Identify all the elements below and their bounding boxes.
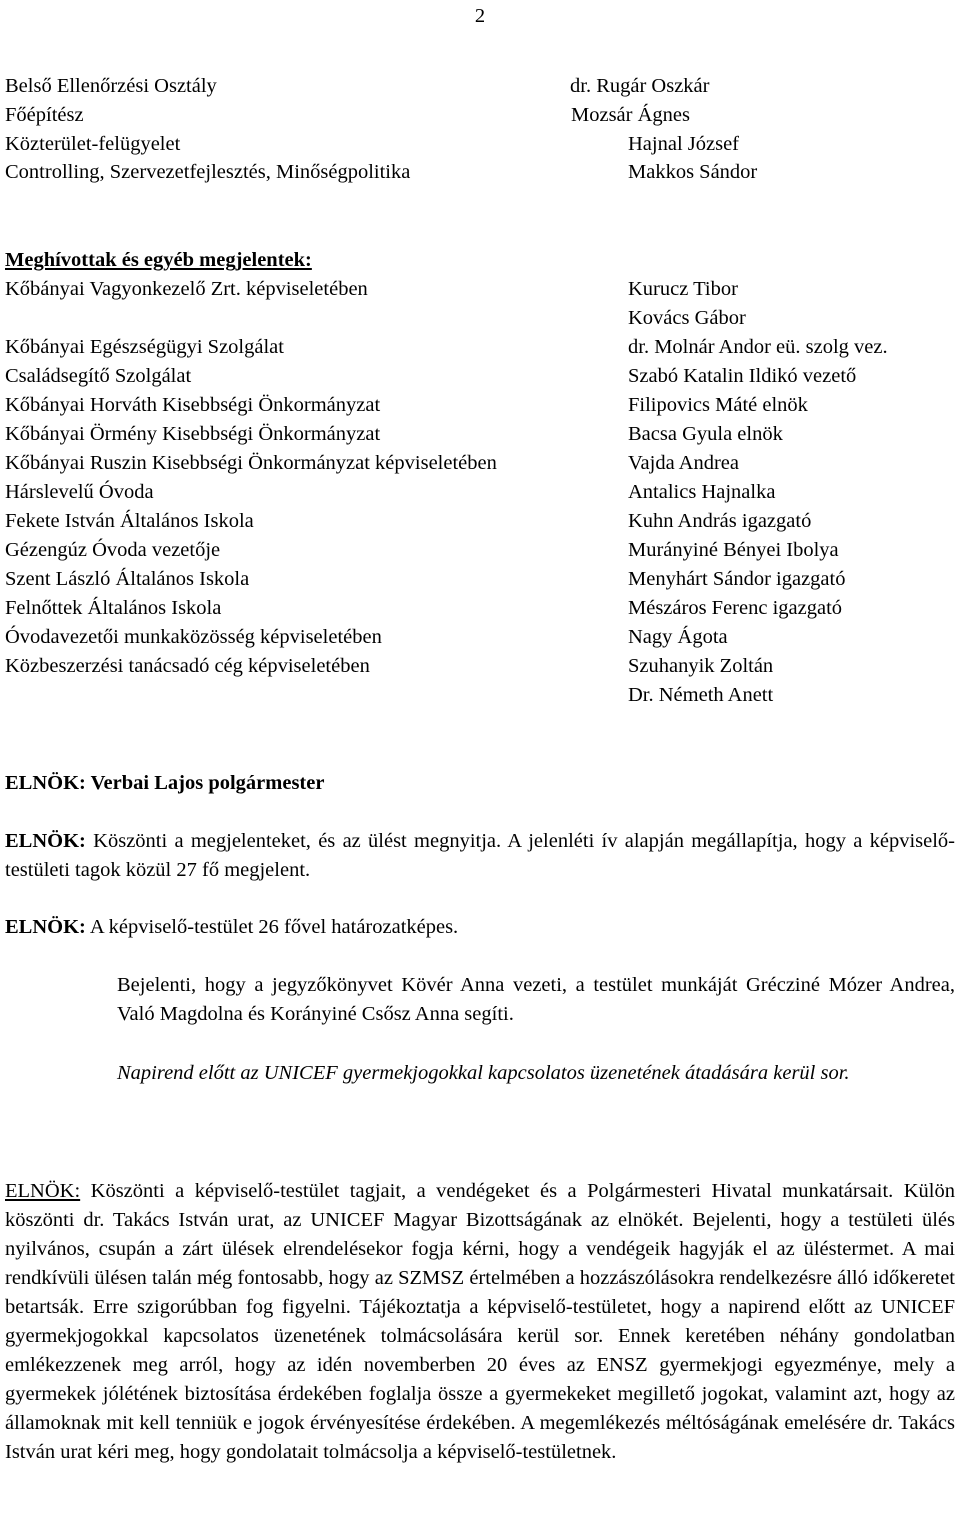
guest-person: Antalics Hajnalka: [628, 481, 776, 503]
guest-org: Óvodavezetői munkaközösség képviseletében: [5, 626, 382, 648]
speaker-label: ELNÖK:: [5, 830, 86, 852]
guest-person: Dr. Németh Anett: [628, 684, 774, 706]
paragraph-text: Köszönti a megjelenteket, és az ülést megnyitja. A jelenléti ív alapján megállapítja, hogy a képviselő-testületi tagok közül 27 fő megjelent.: [5, 830, 956, 881]
guest-org: Kőbányai Ruszin Kisebbségi Önkormányzat képviseletében: [5, 452, 497, 474]
guest-person: Kovács Gábor: [628, 307, 746, 329]
guests-heading: Meghívottak és egyéb megjelentek:: [5, 249, 312, 271]
staff-unit: Belső Ellenőrzési Osztály: [5, 75, 217, 97]
guest-person: Szuhanyik Zoltán: [628, 655, 774, 677]
guest-person: Filipovics Máté elnök: [628, 394, 808, 416]
paragraph-welcome: [5, 1177, 955, 1467]
guest-person: Kuhn András igazgató: [628, 510, 812, 532]
paragraph-text: A képviselő-testület 26 fővel határozatképes.: [89, 916, 459, 938]
guest-person: dr. Molnár Andor eü. szolg vez.: [628, 336, 888, 358]
paragraph-opening: [5, 827, 955, 885]
guest-person: Bacsa Gyula elnök: [628, 423, 783, 445]
paragraph-quorum: [5, 913, 955, 942]
guest-org: Hárslevelű Óvoda: [5, 481, 154, 503]
speaker-label: ELNÖK:: [5, 1180, 81, 1202]
guest-org: Felnőttek Általános Iskola: [5, 597, 222, 619]
guest-org: Kőbányai Vagyonkezelő Zrt. képviseletében: [5, 278, 368, 300]
chair-line: ELNÖK: Verbai Lajos polgármester: [5, 772, 325, 794]
guest-person: Kurucz Tibor: [628, 278, 738, 300]
guest-org: Családsegítő Szolgálat: [5, 365, 192, 387]
guest-person: Mészáros Ferenc igazgató: [628, 597, 843, 619]
guest-org: Gézengúz Óvoda vezetője: [5, 539, 221, 561]
staff-person: Mozsár Ágnes: [571, 104, 690, 126]
speaker-label: ELNÖK:: [5, 916, 86, 938]
staff-unit: Főépítész: [5, 104, 84, 126]
guest-org: Közbeszerzési tanácsadó cég képviseletében: [5, 655, 370, 677]
paragraph-agenda: Napirend előtt az UNICEF gyermekjogokkal kapcsolatos üzenetének átadására kerül sor.: [117, 1062, 850, 1084]
guest-person: Nagy Ágota: [628, 626, 728, 648]
page-number: 2: [474, 5, 486, 27]
guest-org: Kőbányai Örmény Kisebbségi Önkormányzat: [5, 423, 381, 445]
guest-org: Szent László Általános Iskola: [5, 568, 250, 590]
staff-person: Makkos Sándor: [628, 161, 758, 183]
guest-org: Kőbányai Egészségügyi Szolgálat: [5, 336, 284, 358]
paragraph-text: Köszönti a képviselő-testület tagjait, a vendégeket és a Polgármesteri Hivatal munkatársait. Külön köszönti dr. Takács István urat, az UNICEF Magyar Bizottságának az elnökét. Bejelenti, hogy a testületi ülés nyilvános, csupán a zárt ülések elrendelésekor fogja kérni, hogy a vendégeik hagyják el az üléstermet. A mai rendkívüli ülésen talán még fontosabb, hogy az SZMSZ értelmében a hozzászólásokra rendelkezésre álló időkeretet betartsák. Erre szigorúbban fog figyelni. Tájékoztatja a képviselő-testületet, hogy a napirend előtt az UNICEF gyermekjogokkal kapcsolatos üzenetének tolmácsolására kerül sor. Ennek keretében néhány gondolatban emlékezzenek meg arról, hogy az idén novemberben 20 éves az ENSZ gyermekjogi egyezménye, mely a gyermekek jólétének biztosítása érdekében foglalja össze a gyermekeket megillető jogokat, valamint azt, hogy az államoknak mit kell tenniük e jogok érvényesítése érdekében. A megemlékezés méltóságának emelésére dr. Takács István urat kéri meg, hogy gondolatait tolmácsolja a képviselő-testületnek.: [5, 1180, 956, 1463]
guest-org: Kőbányai Horváth Kisebbségi Önkormányzat: [5, 394, 381, 416]
staff-unit: Közterület-felügyelet: [5, 133, 181, 155]
staff-person: Hajnal József: [628, 133, 739, 155]
paragraph-minutes: Bejelenti, hogy a jegyzőkönyvet Kövér Anna vezeti, a testület munkáját Grécziné Mózer Andrea, Való Magdolna és Korányiné Csősz Anna segíti.: [117, 974, 955, 1025]
guest-person: Szabó Katalin Ildikó vezető: [628, 365, 857, 387]
guest-person: Murányiné Bényei Ibolya: [628, 539, 839, 561]
staff-person: dr. Rugár Oszkár: [570, 75, 710, 97]
guest-person: Menyhárt Sándor igazgató: [628, 568, 846, 590]
staff-unit: Controlling, Szervezetfejlesztés, Minőségpolitika: [5, 161, 411, 183]
guest-person: Vajda Andrea: [628, 452, 739, 474]
guest-org: Fekete István Általános Iskola: [5, 510, 254, 532]
